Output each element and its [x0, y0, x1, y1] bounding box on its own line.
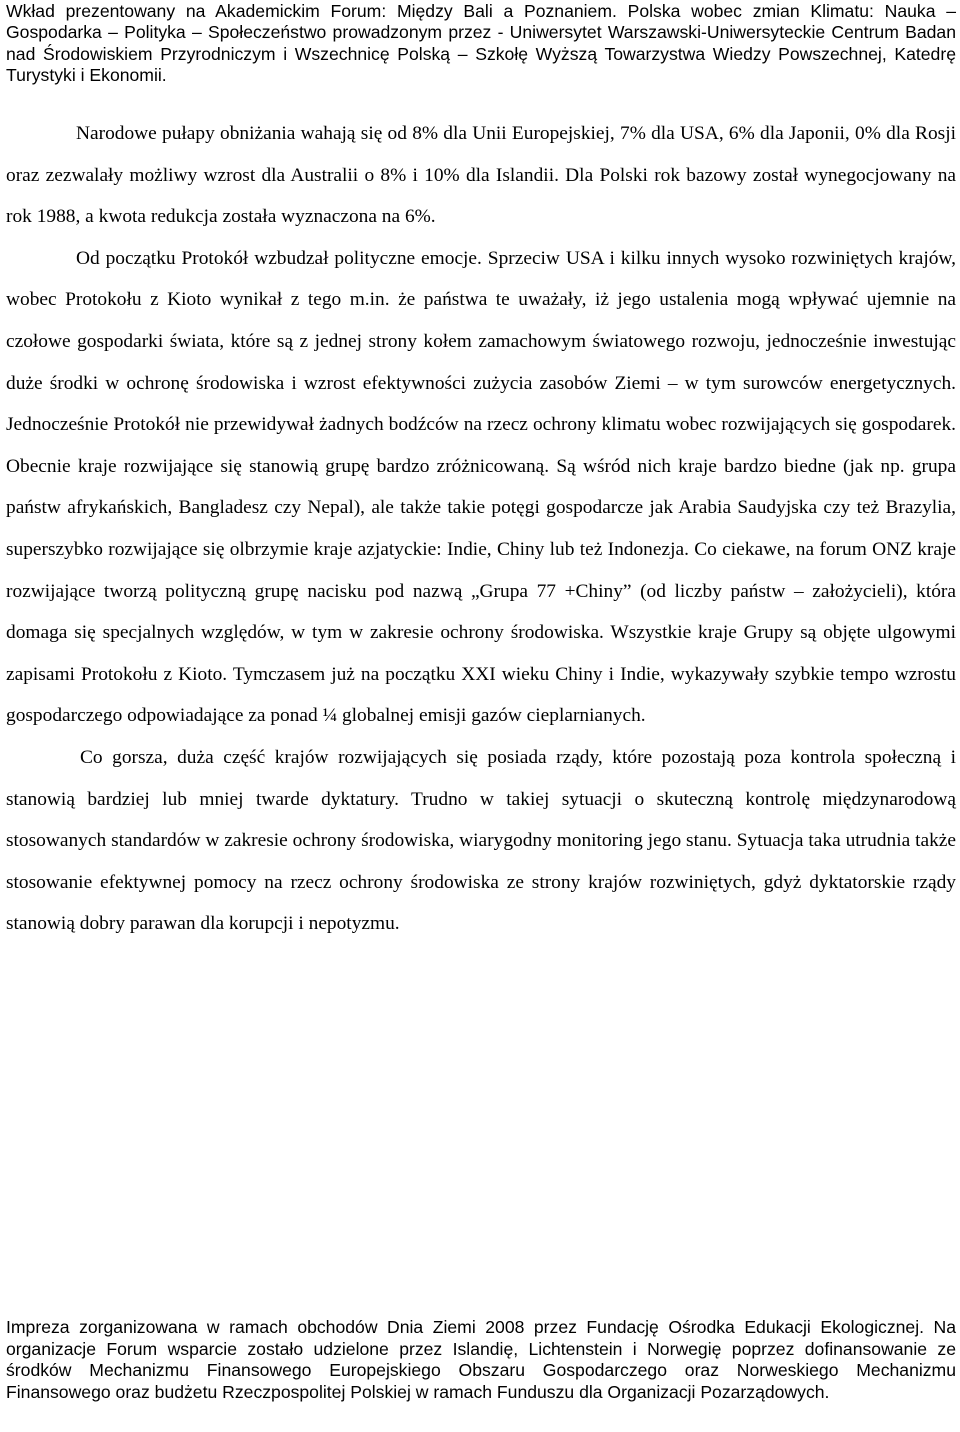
paragraph-emission-limits: Narodowe pułapy obniżania wahają się od 8% dla Unii Europejskiej, 7% dla USA, 6% dla Japonii, 0% dla Rosji oraz zezwalały możliwy wzrost dla Australii o 8% i 10% dla Islandii. Dla Polski rok bazowy został wynegocjowany na rok 1988, a kwota redukcja została wyznaczona na 6%.	[6, 123, 956, 228]
document-header: Wkład prezentowany na Akademickim Forum: Między Bali a Poznaniem. Polska wobec zmian Klimatu: Nauka – Gospodarka – Polityka – Społeczeństwo prowadzonym przez - Uniwersytet Warszawski-Uniwersyteckie Centrum Badan nad Środowiskiem Przyrodniczym i Wszechnicę Polską – Szkołę Wyższą Towarzystwa Wiedzy Powszechnej, Katedrę Turystyki i Ekonomii.	[6, 1, 956, 86]
paragraph-developing-countries: Co gorsza, duża część krajów rozwijających się posiada rządy, które pozostają poza kontrola społeczną i stanowią bardziej lub mniej twarde dyktatury. Trudno w takiej sytuacji o skuteczną kontrolę międzynarodową stosowanych standardów w zakresie ochrony środowiska, wiarygodny monitoring jego stanu. Sytuacja taka utrudnia także stosowanie efektywnej pomocy na rzecz ochrony środowiska ze strony krajów rozwiniętych, gdyż dyktatorskie rządy stanowią dobry parawan dla korupcji i nepotyzmu.	[6, 746, 956, 935]
document-footer: Impreza zorganizowana w ramach obchodów Dnia Ziemi 2008 przez Fundację Ośrodka Edukacji Ekologicznej. Na organizacje Forum wsparcie zostało udzielone przez Islandię, Lichtenstein i Norwegię poprzez dofinansowanie ze środków Mechanizmu Finansowego Europejskiego Obszaru Gospodarczego oraz Norweskiego Mechanizmu Finansowego oraz budżetu Rzeczpospolitej Polskiej w ramach Funduszu dla Organizacji Pozarządowych.	[6, 1317, 956, 1402]
document-body	[6, 113, 956, 945]
paragraph-protocol-emotions: Od początku Protokół wzbudzał polityczne emocje. Sprzeciw USA i kilku innych wysoko rozwiniętych krajów, wobec Protokołu z Kioto wynikał z tego m.in. że państwa te uważały, iż jego ustalenia mogą wpływać ujemnie na czołowe gospodarki świata, które są z jednej strony kołem zamachowym światowego rozwoju, jednocześnie inwestując duże środki w ochronę środowiska i wzrost efektywności zużycia zasobów Ziemi – w tym surowców energetycznych. Jednocześnie Protokół nie przewidywał żadnych bodźców na rzecz ochrony klimatu wobec rozwijających się gospodarek. Obecnie kraje rozwijające się stanowią grupę bardzo zróżnicowaną. Są wśród nich kraje bardzo biedne (jak np. grupa państw afrykańskich, Bangladesz czy Nepal), ale także takie potęgi gospodarcze jak Arabia Saudyjska czy też Brazylia, superszybko rozwijające się olbrzymie kraje azjatyckie: Indie, Chiny lub też Indonezja. Co ciekawe, na forum ONZ kraje rozwijające tworzą polityczną grupę nacisku pod nazwą „Grupa 77 +Chiny” (od liczby państw – założycieli), która domaga się specjalnych względów, w tym w zakresie ochrony środowiska. Wszystkie kraje Grupy są objęte ulgowymi zapisami Protokołu z Kioto. Tymczasem już na początku XXI wieku Chiny i Indie, wykazywały szybkie tempo wzrostu gospodarczego odpowiadające za ponad ¼ globalnej emisji gazów cieplarnianych.	[6, 247, 956, 727]
